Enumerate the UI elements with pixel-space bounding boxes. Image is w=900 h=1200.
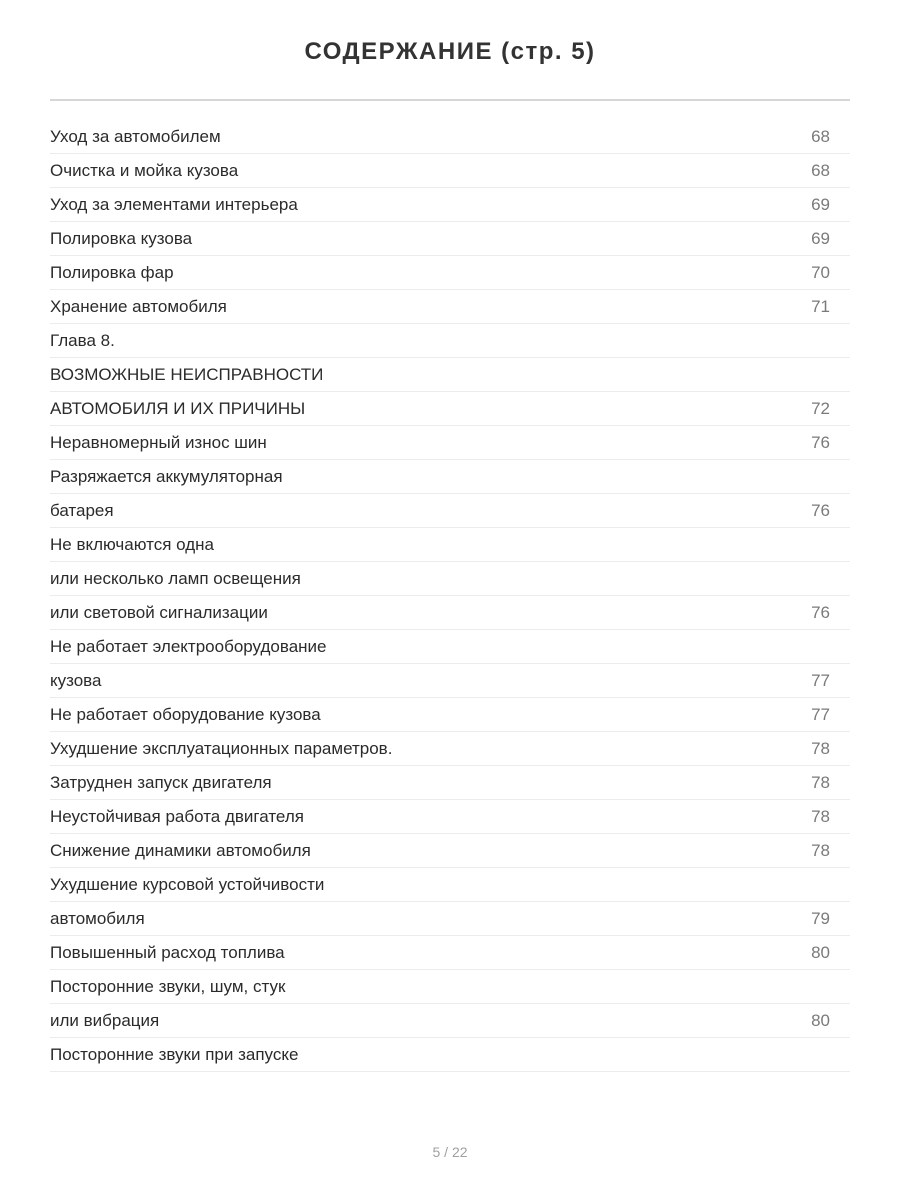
toc-row	[50, 324, 850, 358]
toc-row	[50, 1038, 850, 1072]
toc-entry-text: Не работает оборудование кузова	[50, 704, 321, 724]
toc-entry-text: Ухудшение курсовой устойчивости	[50, 874, 325, 894]
toc-entry-text: Не включаются одна	[50, 534, 214, 554]
toc-entry-text: ВОЗМОЖНЫЕ НЕИСПРАВНОСТИ	[50, 364, 324, 384]
toc-entry-text: или несколько ламп освещения	[50, 568, 301, 588]
toc-entry-page: 78	[811, 840, 830, 860]
toc-entry-page: 78	[811, 806, 830, 826]
toc-entry-text: Неравномерный износ шин	[50, 432, 267, 452]
toc-row	[50, 562, 850, 596]
toc-entry-text: Полировка кузова	[50, 228, 193, 248]
toc-row	[50, 392, 850, 426]
toc-row	[50, 630, 850, 664]
toc-list	[50, 120, 850, 1072]
toc-row	[50, 290, 850, 324]
toc-entry-page: 71	[811, 296, 830, 316]
page-indicator: 5 / 22	[432, 1144, 468, 1160]
toc-entry-page: 78	[811, 738, 830, 758]
toc-row	[50, 494, 850, 528]
title-divider	[50, 99, 850, 101]
toc-entry-text: Не работает электрооборудование	[50, 636, 327, 656]
toc-entry-page: 76	[811, 602, 830, 622]
toc-entry-text: кузова	[50, 670, 102, 690]
toc-entry-page: 69	[811, 228, 830, 248]
toc-entry-page: 80	[811, 942, 830, 962]
toc-entry-page: 77	[811, 704, 830, 724]
toc-entry-text: Разряжается аккумуляторная	[50, 466, 283, 486]
toc-entry-text: Ухудшение эксплуатационных параметров.	[50, 738, 393, 758]
toc-entry-page: 76	[811, 500, 830, 520]
toc-row	[50, 732, 850, 766]
toc-row	[50, 970, 850, 1004]
toc-entry-text: или вибрация	[50, 1010, 160, 1030]
toc-entry-page: 68	[811, 126, 830, 146]
toc-entry-text: Посторонние звуки при запуске	[50, 1044, 299, 1064]
toc-entry-text: Повышенный расход топлива	[50, 942, 285, 962]
toc-entry-page: 79	[811, 908, 830, 928]
toc-entry-page: 69	[811, 194, 830, 214]
toc-row	[50, 256, 850, 290]
toc-row	[50, 936, 850, 970]
toc-entry-text: Неустойчивая работа двигателя	[50, 806, 304, 826]
toc-row	[50, 698, 850, 732]
toc-entry-page: 77	[811, 670, 830, 690]
toc-entry-text: Снижение динамики автомобиля	[50, 840, 311, 860]
toc-entry-text: Глава 8.	[50, 330, 115, 350]
toc-entry-text: Полировка фар	[50, 262, 174, 282]
toc-row	[50, 358, 850, 392]
toc-entry-text: Уход за автомобилем	[50, 126, 221, 146]
toc-entry-text: АВТОМОБИЛЯ И ИХ ПРИЧИНЫ	[50, 398, 306, 418]
toc-row	[50, 868, 850, 902]
toc-row	[50, 426, 850, 460]
toc-row	[50, 120, 850, 154]
toc-row	[50, 528, 850, 562]
toc-row	[50, 1004, 850, 1038]
toc-row	[50, 188, 850, 222]
toc-entry-text: Посторонние звуки, шум, стук	[50, 976, 286, 996]
toc-row	[50, 222, 850, 256]
toc-entry-text: Хранение автомобиля	[50, 296, 227, 316]
toc-entry-text: или световой сигнализации	[50, 602, 268, 622]
toc-row	[50, 460, 850, 494]
toc-row	[50, 902, 850, 936]
toc-row	[50, 154, 850, 188]
toc-entry-page: 70	[811, 262, 830, 282]
toc-row	[50, 664, 850, 698]
toc-row	[50, 800, 850, 834]
toc-row	[50, 766, 850, 800]
toc-row	[50, 834, 850, 868]
toc-entry-text: автомобиля	[50, 908, 145, 928]
toc-entry-text: Очистка и мойка кузова	[50, 160, 239, 180]
toc-entry-page: 76	[811, 432, 830, 452]
toc-entry-page: 80	[811, 1010, 830, 1030]
toc-entry-page: 72	[811, 398, 830, 418]
toc-entry-text: Уход за элементами интерьера	[50, 194, 298, 214]
toc-entry-page: 68	[811, 160, 830, 180]
toc-entry-page: 78	[811, 772, 830, 792]
toc-entry-text: Затруднен запуск двигателя	[50, 772, 272, 792]
toc-row	[50, 596, 850, 630]
toc-entry-text: батарея	[50, 500, 114, 520]
page-title: СОДЕРЖАНИЕ (стр. 5)	[304, 38, 596, 65]
